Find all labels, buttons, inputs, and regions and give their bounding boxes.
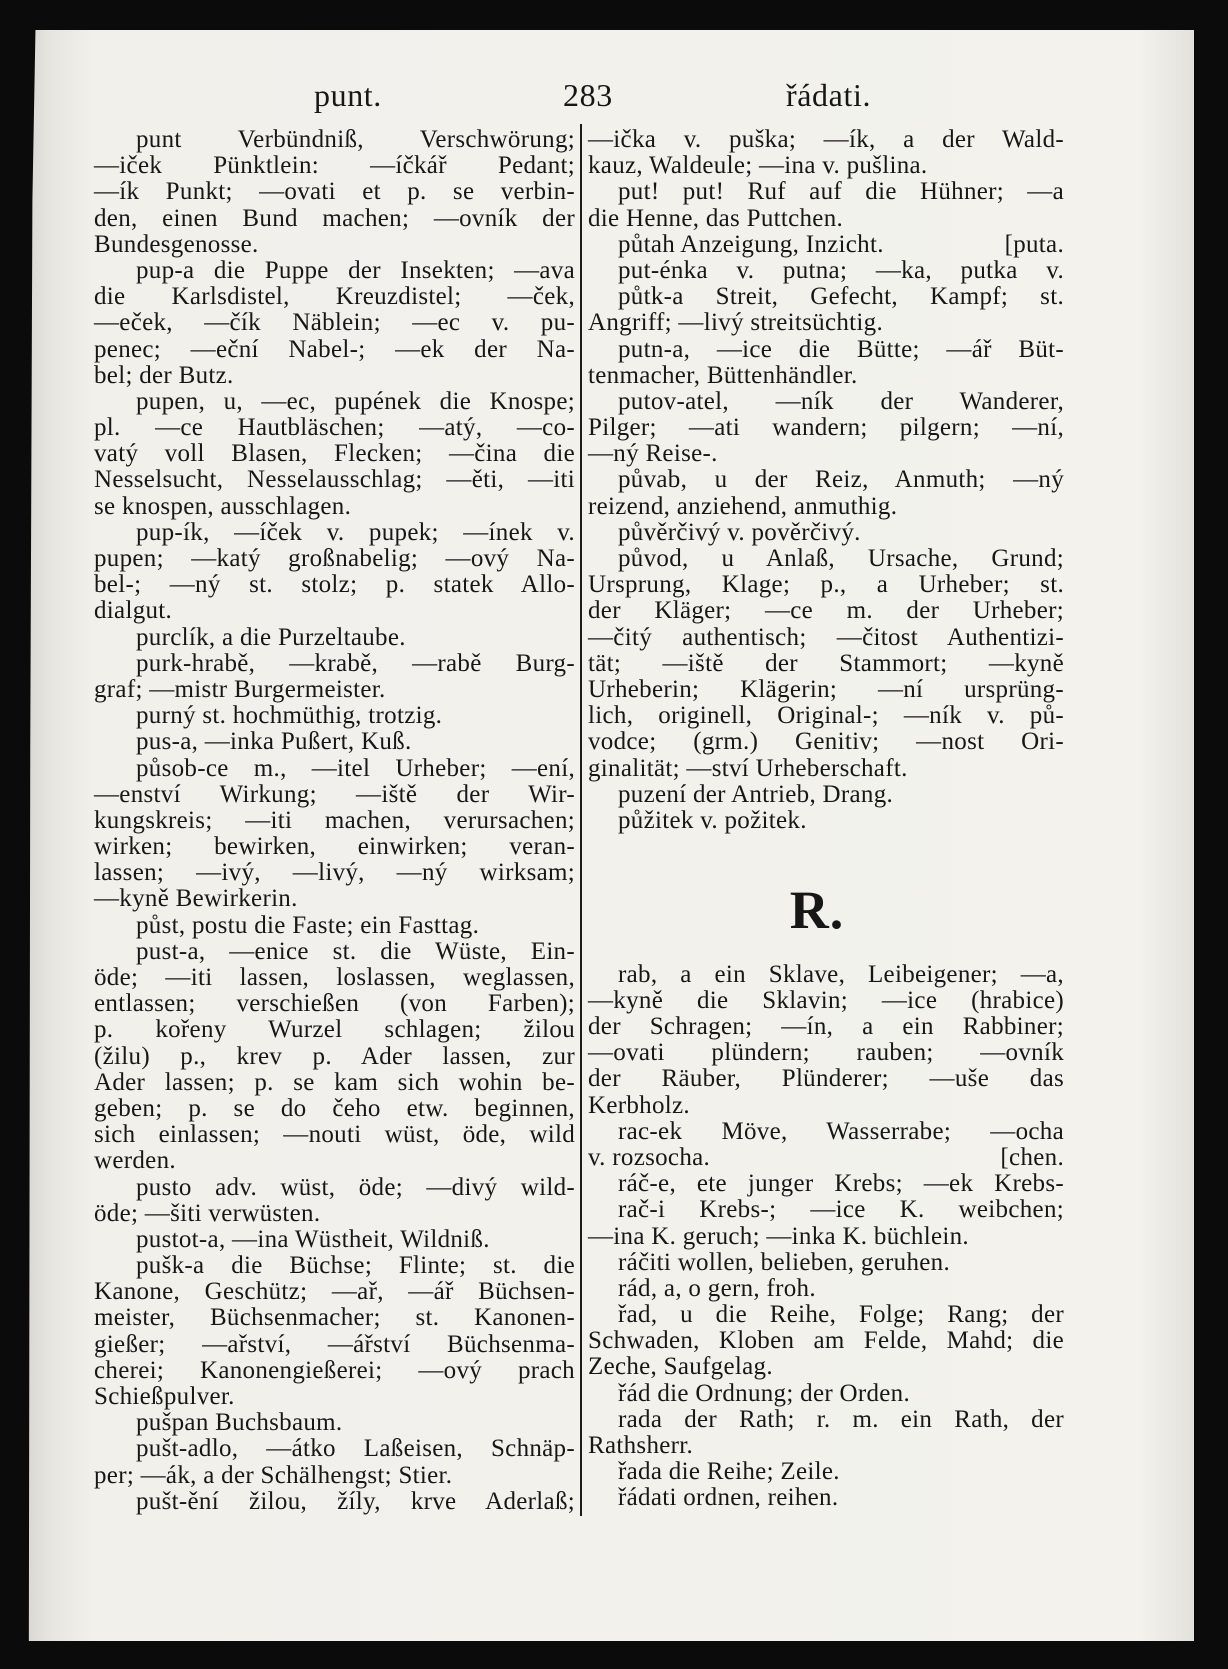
entry-line: der Räuber, Plünderer; —uše das	[588, 1065, 1064, 1093]
dictionary-entry	[588, 520, 1064, 546]
entry-first-line	[588, 232, 1064, 258]
entry-line: ginalität; —ství Urheberschaft.	[588, 754, 908, 782]
entry-first-line: ráčiti wollen, belieben, geruhen.	[618, 1248, 950, 1276]
entry-first-line: purclík, a die Purzeltaube.	[136, 623, 406, 651]
entry-line: der Schragen; —ín, a ein Rabbiner;	[588, 1013, 1064, 1041]
entry-first-line: rád, a, o gern, froh.	[618, 1274, 816, 1302]
entry-first-line: půvab, u der Reiz, Anmuth; —ný	[618, 466, 1064, 494]
dictionary-entry	[94, 1410, 575, 1436]
entry-first-line: ráč-e, ete junger Krebs; —ek Krebs-	[618, 1170, 1064, 1198]
entry-first-line: řádati ordnen, reihen.	[618, 1484, 839, 1512]
entry-first-line: řada die Reihe; Zeile.	[618, 1458, 840, 1486]
entry-first-line: pustot-a, —ina Wüstheit, Wildniß.	[136, 1225, 490, 1253]
entry-line: —eček, —čík Näblein; —ec v. pu-	[94, 309, 575, 337]
entry-line: den, einen Bund machen; —ovník der	[94, 204, 575, 232]
entry-line: werden.	[94, 1147, 176, 1175]
dictionary-entry	[588, 1250, 1064, 1276]
dictionary-entry	[94, 729, 575, 755]
entry-line: die Karlsdistel, Kreuzdistel; —ček,	[94, 283, 575, 311]
entry-first-line: punt Verbündniß, Verschwörung;	[136, 126, 575, 153]
entry-line: Angriff; —livý streitsüchtig.	[588, 309, 884, 337]
entry-first-line: pupen, u, —ec, pupének die Knospe;	[136, 387, 575, 415]
entry-line: —iček Pünktlein: —íčkář Pedant;	[94, 152, 575, 180]
dictionary-entry	[588, 1459, 1064, 1485]
entry-line: reizend, anziehend, anmuthig.	[588, 492, 898, 520]
entry-line: —kyně die Sklavin; —ice (hrabice)	[588, 986, 1064, 1014]
entry-first-line: pus-a, —inka Pußert, Kuß.	[136, 728, 412, 756]
entry-line: meister, Büchsenmacher; st. Kanonen-	[94, 1304, 575, 1332]
entry-first-line: put-énka v. putna; —ka, putka v.	[618, 256, 1064, 284]
entry-line: geben; p. se do čeho etw. beginnen,	[94, 1094, 575, 1122]
scan-border-right	[1194, 0, 1228, 1669]
entry-first-line: půvěrčivý v. pověrčivý.	[618, 518, 861, 546]
dictionary-entry	[94, 127, 575, 258]
entries-after-section	[588, 962, 1064, 1512]
entry-line: gießer; —ařství, —ářství Büchsenma-	[94, 1330, 575, 1358]
dictionary-entry	[94, 1175, 575, 1227]
entry-line: Schießpulver.	[94, 1383, 235, 1410]
scan-border-bottom	[0, 1641, 1228, 1669]
entry-line: (žilu) p., krev p. Ader lassen, zur	[94, 1042, 575, 1070]
dictionary-entry	[94, 389, 575, 520]
entry-first-line: původ, u Anlaß, Ursache, Grund;	[618, 545, 1064, 572]
dictionary-entry	[94, 939, 575, 1175]
dictionary-entry	[94, 1253, 575, 1410]
entry-line: —ovati plündern; rauben; —ovník	[588, 1039, 1064, 1067]
dictionary-entry	[94, 651, 575, 703]
entry-first-line: půžitek v. požitek.	[618, 806, 807, 834]
entry-first-line: pup-a die Puppe der Insekten; —ava	[136, 256, 575, 284]
dictionary-entry	[588, 467, 1064, 519]
running-head-left-guideword: punt.	[314, 77, 382, 113]
dictionary-entry	[588, 232, 1064, 258]
entry-line: wirken; bewirken, einwirken; veran-	[94, 833, 575, 861]
entry-first-line: pup-ík, —íček v. pupek; —ínek v.	[136, 518, 575, 546]
entry-line: Urheberin; Klägerin; —ní ursprüng-	[588, 675, 1064, 703]
dictionary-entry	[94, 703, 575, 729]
entry-line: cherei; Kanonengießerei; —ový prach	[94, 1356, 575, 1384]
dictionary-entry	[94, 756, 575, 913]
dictionary-entry	[94, 1436, 575, 1488]
entry-line: Kanone, Geschütz; —ař, —ář Büchsen-	[94, 1278, 575, 1306]
entry-line: der Kläger; —ce m. der Urheber;	[588, 597, 1064, 625]
entry-first-line: pušk-a die Büchse; Flinte; st. die	[136, 1252, 575, 1280]
entry-first-line: rab, a ein Sklave, Leibeigener; —a,	[618, 960, 1064, 988]
entry-line: entlassen; verschießen (von Farben);	[94, 990, 575, 1018]
dictionary-entry	[588, 127, 1064, 179]
entry-line: penec; —eční Nabel-; —ek der Na-	[94, 335, 575, 363]
entry-first-line: řad, u die Reihe, Folge; Rang; der	[618, 1301, 1064, 1329]
dictionary-entry	[588, 782, 1064, 808]
entry-line: Ader lassen; p. se kam sich wohin be-	[94, 1068, 575, 1096]
entry-first-line: rac-ek Möve, Wasserrabe; —ocha	[618, 1117, 1064, 1145]
dictionary-entry	[94, 625, 575, 651]
entry-line: p. kořeny Wurzel schlagen; žilou	[94, 1016, 575, 1044]
entry-first-line: pušt-ění žilou, žíly, krve Aderlaß;	[136, 1487, 575, 1515]
dictionary-entry	[588, 1407, 1064, 1459]
entry-line: vodce; (grm.) Genitiv; —nost Ori-	[588, 728, 1064, 756]
entry-line-text: v. rozsocha.	[588, 1143, 711, 1171]
entry-line: sich einlassen; —nouti wüst, öde, wild	[94, 1121, 575, 1149]
entry-first-line: rač-i Krebs-; —ice K. weibchen;	[618, 1196, 1064, 1224]
entry-line: se knospen, ausschlagen.	[94, 492, 352, 520]
entry-first-line: půst, postu die Faste; ein Fasttag.	[136, 911, 480, 939]
entry-line: —enství Wirkung; —iště der Wir-	[94, 780, 575, 808]
entries-before-section	[588, 127, 1064, 834]
entry-line: Ursprung, Klage; p., a Urheber; st.	[588, 571, 1064, 599]
entry-line: —čitý authentisch; —čitost Authentizi-	[588, 623, 1064, 651]
entry-first-line: put! put! Ruf auf die Hühner; —a	[618, 178, 1064, 206]
entry-first-line: purk-hrabě, —krabě, —rabě Burg-	[136, 649, 575, 677]
section-letter-heading: R.	[789, 879, 845, 940]
entry-line	[588, 1145, 1064, 1171]
dictionary-entry	[588, 179, 1064, 231]
entry-line: Bundesgenosse.	[94, 230, 259, 258]
left-dictionary-column	[94, 127, 575, 1515]
entry-first-line: —ička v. puška; —ík, a der Wald-	[588, 126, 1064, 153]
entry-line: per; —ák, a der Schälhengst; Stier.	[94, 1461, 453, 1489]
right-dictionary-column	[588, 127, 1064, 1512]
entry-line: tenmacher, Büttenhändler.	[588, 361, 858, 389]
dictionary-entry	[94, 1489, 575, 1515]
entry-line-text: půtah Anzeigung, Inzicht.	[618, 230, 884, 258]
dictionary-entry	[94, 1227, 575, 1253]
entry-line: lassen; —ivý, —livý, —ný wirksam;	[94, 859, 575, 887]
carryover-fragment: [chen.	[1000, 1143, 1064, 1171]
dictionary-entry	[588, 1276, 1064, 1302]
entry-line: pupen; —katý großnabelig; —ový Na-	[94, 545, 575, 572]
entry-first-line: pušt-adlo, —átko Laßeisen, Schnäp-	[136, 1435, 575, 1463]
entry-line: kauz, Waldeule; —ina v. pušlina.	[588, 152, 928, 180]
entry-first-line: řád die Ordnung; der Orden.	[618, 1379, 911, 1407]
dictionary-entry	[588, 1485, 1064, 1511]
dictionary-entry	[588, 1197, 1064, 1249]
entry-line: graf; —mistr Burgermeister.	[94, 675, 386, 703]
entry-first-line: rada der Rath; r. m. ein Rath, der	[618, 1405, 1064, 1433]
dictionary-entry	[588, 389, 1064, 468]
dictionary-entry	[588, 1171, 1064, 1197]
column-divider	[580, 124, 582, 1516]
entry-line: kungskreis; —iti machen, verursachen;	[94, 806, 575, 834]
dictionary-entry	[588, 337, 1064, 389]
dictionary-entry	[588, 808, 1064, 834]
dictionary-entry	[94, 913, 575, 939]
carryover-fragment: [puta.	[1004, 230, 1064, 258]
dictionary-entry	[94, 258, 575, 389]
entry-first-line: pusto adv. wüst, öde; —divý wild-	[136, 1173, 575, 1201]
entry-line: —kyně Bewirkerin.	[94, 885, 298, 913]
dictionary-entry	[588, 1302, 1064, 1381]
scan-border-top	[0, 0, 1228, 30]
entry-line: öde; —šiti verwüsten.	[94, 1199, 321, 1227]
entry-line: öde; —iti lassen, loslassen, weglassen,	[94, 964, 575, 991]
entry-line: bel; der Butz.	[94, 361, 234, 389]
entry-line: pl. —ce Hautbläschen; —atý, —co-	[94, 414, 575, 442]
entry-line: dialgut.	[94, 597, 173, 625]
dictionary-entry	[94, 520, 575, 625]
entry-line: Zeche, Saufgelag.	[588, 1353, 773, 1381]
entry-line: die Henne, das Puttchen.	[588, 204, 844, 232]
entry-first-line: pust-a, —enice st. die Wüste, Ein-	[136, 937, 575, 965]
entry-line: —ina K. geruch; —inka K. büchlein.	[588, 1222, 969, 1250]
entry-line: Schwaden, Kloben am Felde, Mahd; die	[588, 1327, 1064, 1355]
entry-line: Kerbholz.	[588, 1091, 690, 1119]
entry-line: Pilger; —ati wandern; pilgern; —ní,	[588, 414, 1064, 442]
dictionary-entry	[588, 258, 1064, 284]
page-number: 283	[563, 77, 613, 113]
entry-first-line: působ-ce m., —itel Urheber; —ení,	[136, 754, 575, 782]
entry-line: lich, originell, Original-; —ník v. pů-	[588, 702, 1064, 730]
entry-line: vatý voll Blasen, Flecken; —čina die	[94, 440, 575, 468]
dictionary-entry	[588, 962, 1064, 1119]
entry-line: —ík Punkt; —ovati et p. se verbin-	[94, 178, 575, 206]
entry-first-line: purný st. hochmüthig, trotzig.	[136, 702, 443, 730]
running-head-right-guideword: řádati.	[786, 77, 872, 113]
dictionary-entry	[588, 546, 1064, 782]
entry-line: —ný Reise-.	[588, 440, 718, 468]
dictionary-entry	[588, 1381, 1064, 1407]
entry-first-line: pušpan Buchsbaum.	[136, 1409, 343, 1437]
dictionary-entry	[588, 284, 1064, 336]
entry-line: Nesselsucht, Nesselausschlag; —ěti, —iti	[94, 466, 575, 494]
dictionary-entry	[588, 1119, 1064, 1171]
entry-first-line: půtk-a Streit, Gefecht, Kampf; st.	[618, 283, 1064, 311]
entry-line: tät; —iště der Stammort; —kyně	[588, 649, 1064, 677]
entry-first-line: putn-a, —ice die Bütte; —ář Büt-	[618, 335, 1064, 363]
entry-first-line: puzení der Antrieb, Drang.	[618, 780, 894, 808]
entry-line: Rathsherr.	[588, 1432, 694, 1460]
entry-first-line: putov-atel, —ník der Wanderer,	[618, 387, 1064, 415]
entry-line: bel-; —ný st. stolz; p. statek Allo-	[94, 571, 575, 599]
